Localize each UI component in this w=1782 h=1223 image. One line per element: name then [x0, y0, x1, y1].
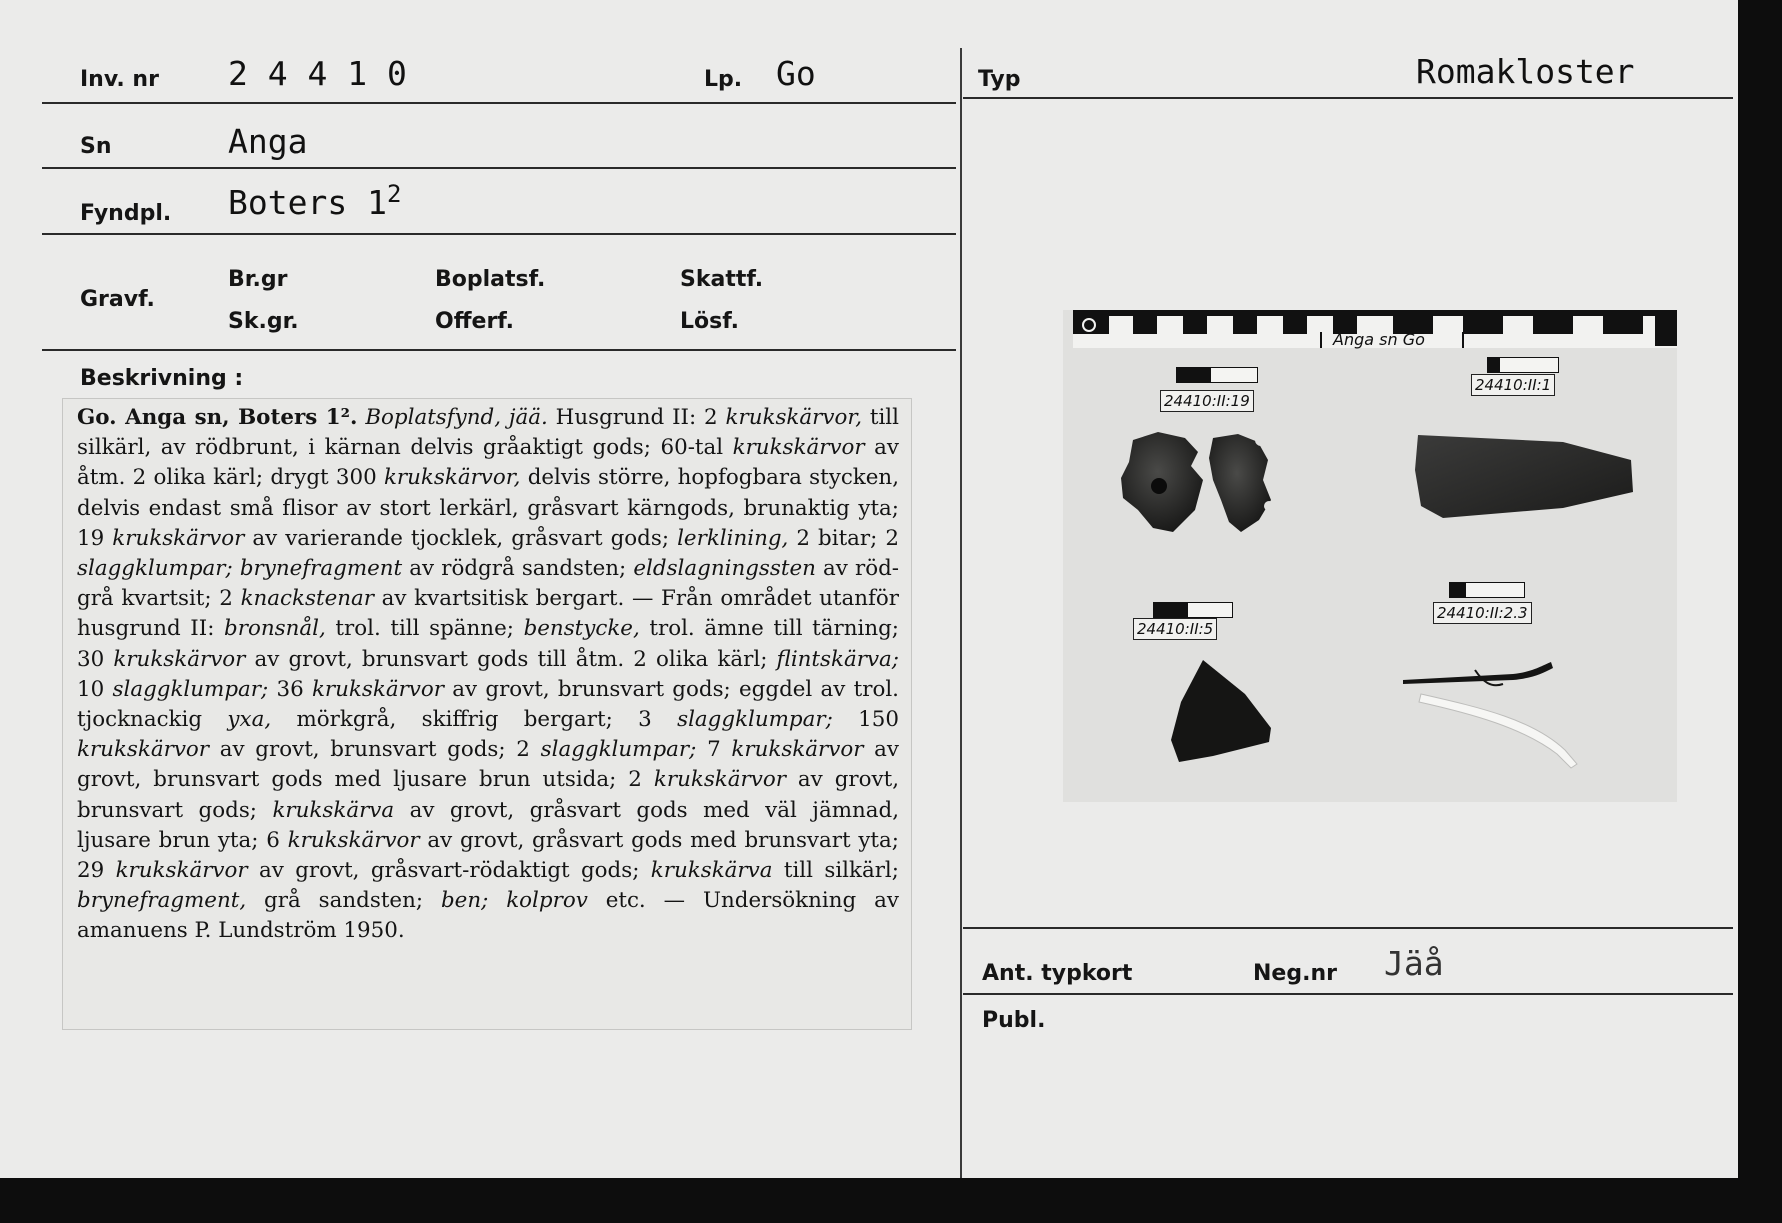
description-italic-run: krukskärvor	[113, 646, 246, 672]
row-rule	[42, 349, 956, 351]
description-run: av kvartsitisk bergart. — Från området utanför husgrund II:	[77, 586, 900, 642]
column-divider	[960, 48, 962, 1178]
typ-label: Typ	[978, 67, 1021, 92]
description-slip	[62, 398, 912, 1030]
description-italic-run: Boplatsfynd, jää.	[365, 405, 548, 430]
description-italic-run: krukskärvor	[77, 737, 210, 763]
specimen-tag-19: 24410:II:19	[1160, 390, 1254, 412]
description-run: av åtm. 2 olika kärl; drygt 300	[77, 435, 899, 491]
mini-scale	[1449, 582, 1525, 598]
description-italic-run: krukskärvor	[115, 858, 248, 884]
skgr-label: Sk.gr.	[228, 309, 299, 334]
description-run: av grovt, brunsvart gods med ljusare brun utsida; 2	[77, 737, 899, 793]
row-rule	[963, 927, 1733, 929]
description-run: delvis större, hopfogbara stycken, delvis endast små flisor av stort lerkärl, gråsvart kärngods, brunaktig yta; 19	[77, 465, 899, 551]
sn-value: Anga	[228, 122, 308, 161]
description-text	[77, 403, 899, 947]
neg-nr-label: Neg.nr	[1253, 961, 1337, 986]
description-italic-run: knackstenar	[240, 586, 374, 612]
brgr-label: Br.gr	[228, 267, 288, 292]
skattf-label: Skattf.	[680, 267, 764, 292]
typ-value: Romakloster	[1416, 52, 1635, 91]
description-italic-run: lerklining,	[677, 525, 789, 551]
description-body	[77, 405, 899, 943]
neg-nr-value: Jäå	[1384, 944, 1444, 983]
description-italic-run: slaggklumpar;	[112, 676, 269, 702]
gravf-label: Gravf.	[80, 287, 155, 312]
beskrivning-label: Beskrivning :	[80, 366, 244, 391]
description-run: till silkärl, av rödbrunt, i kärnan delvis gråaktigt gods; 60-tal	[77, 405, 899, 461]
description-italic-run: krukskärvor,	[725, 405, 862, 430]
row-rule	[42, 102, 956, 104]
mini-scale	[1176, 367, 1258, 383]
description-run: av grovt, brunsvart gods; eggdel av trol. tjocknackig	[77, 676, 899, 733]
row-rule	[42, 167, 956, 169]
offerf-label: Offerf.	[435, 309, 515, 334]
photo-artwork	[1063, 310, 1677, 802]
description-italic-run: slaggklumpar;	[540, 737, 697, 763]
boplatsf-label: Boplatsf.	[435, 267, 546, 292]
description-italic-run: eldslagningssten	[633, 556, 816, 582]
description-run: av grovt, gråsvart gods med väl jämnad, ljusare brun yta; 6	[77, 797, 900, 853]
description-italic-run: slaggklumpar;	[677, 707, 833, 733]
description-italic-run: krukskärva	[272, 797, 395, 823]
description-run: av varierande tjocklek, gråsvart gods;	[244, 525, 678, 551]
scale-label: Anga sn Go	[1333, 330, 1425, 349]
description-italic-run: krukskärvor	[653, 767, 786, 793]
lp-label: Lp.	[704, 67, 743, 92]
description-run: av grovt, brunsvart gods; 2	[209, 737, 541, 763]
description-run: av grovt, brunsvart gods;	[77, 767, 899, 823]
row-rule	[963, 97, 1733, 99]
publ-label: Publ.	[982, 1008, 1046, 1033]
description-italic-run: flintskärva;	[776, 646, 899, 672]
sn-label: Sn	[80, 134, 112, 159]
description-run: Husgrund II: 2	[547, 405, 726, 430]
object-photograph	[1063, 310, 1677, 802]
description-run: av grovt, gråsvart gods med brunsvart yta; 29	[77, 827, 899, 884]
description-italic-run: krukskärvor	[732, 435, 865, 461]
description-run: av rödgrå sandsten;	[402, 556, 634, 582]
inv-nr-value: 2 4 4 1 0	[228, 54, 407, 93]
specimen-tag-2-3: 24410:II:2.3	[1433, 602, 1532, 624]
description-italic-run: krukskärva	[650, 858, 773, 884]
description-run: etc. — Undersökning av amanuens P. Lundström 1950.	[77, 888, 899, 944]
description-italic-run: bronsnål,	[224, 616, 326, 642]
row-rule	[42, 233, 956, 235]
description-run: till silkärl;	[772, 858, 899, 884]
description-run: 10	[77, 676, 113, 702]
description-italic-run: krukskärvor	[311, 676, 444, 702]
inv-nr-label: Inv. nr	[80, 67, 159, 92]
ant-typkort-label: Ant. typkort	[982, 961, 1133, 986]
mini-scale	[1487, 357, 1559, 373]
description-italic-run: benstycke,	[523, 616, 640, 642]
description-italic-run: krukskärvor,	[383, 465, 521, 491]
description-heading: Go. Anga sn, Boters 1².	[77, 405, 358, 430]
description-run: trol. ämne till tärning; 30	[77, 616, 900, 672]
description-run: 2 bitar; 2	[788, 525, 899, 551]
description-run: mörkgrå, skiffrig bergart; 3	[271, 707, 678, 733]
description-run: 7	[696, 737, 732, 763]
description-italic-run: krukskärvor	[731, 737, 864, 763]
fyndpl-value: Boters $1^2$	[228, 180, 402, 222]
description-italic-run: ben; kolprov	[440, 888, 588, 914]
row-rule	[963, 993, 1733, 995]
description-italic-run: slaggklumpar; brynefragment	[77, 556, 403, 582]
description-run: grå sandsten;	[246, 888, 441, 914]
losf-label: Lösf.	[680, 309, 739, 334]
description-run: trol. till spänne;	[325, 616, 524, 642]
description-run: 150	[832, 707, 899, 733]
lp-value: Go	[776, 54, 816, 93]
description-italic-run: krukskärvor	[112, 525, 245, 551]
description-italic-run: krukskärvor	[287, 827, 420, 853]
description-run: av grovt, brunsvart gods till åtm. 2 olika kärl;	[245, 646, 777, 672]
description-run: av rödgrå kvartsit; 2	[77, 556, 900, 612]
description-italic-run: yxa,	[227, 707, 272, 733]
description-italic-run: brynefragment,	[77, 888, 247, 914]
description-run: av grovt, gråsvart-rödaktigt gods;	[247, 858, 651, 884]
specimen-tag-1: 24410:II:1	[1471, 374, 1555, 396]
specimen-tag-5: 24410:II:5	[1133, 618, 1217, 640]
description-run: 36	[268, 676, 312, 702]
mini-scale	[1153, 602, 1233, 618]
fyndpl-label: Fyndpl.	[80, 201, 172, 226]
